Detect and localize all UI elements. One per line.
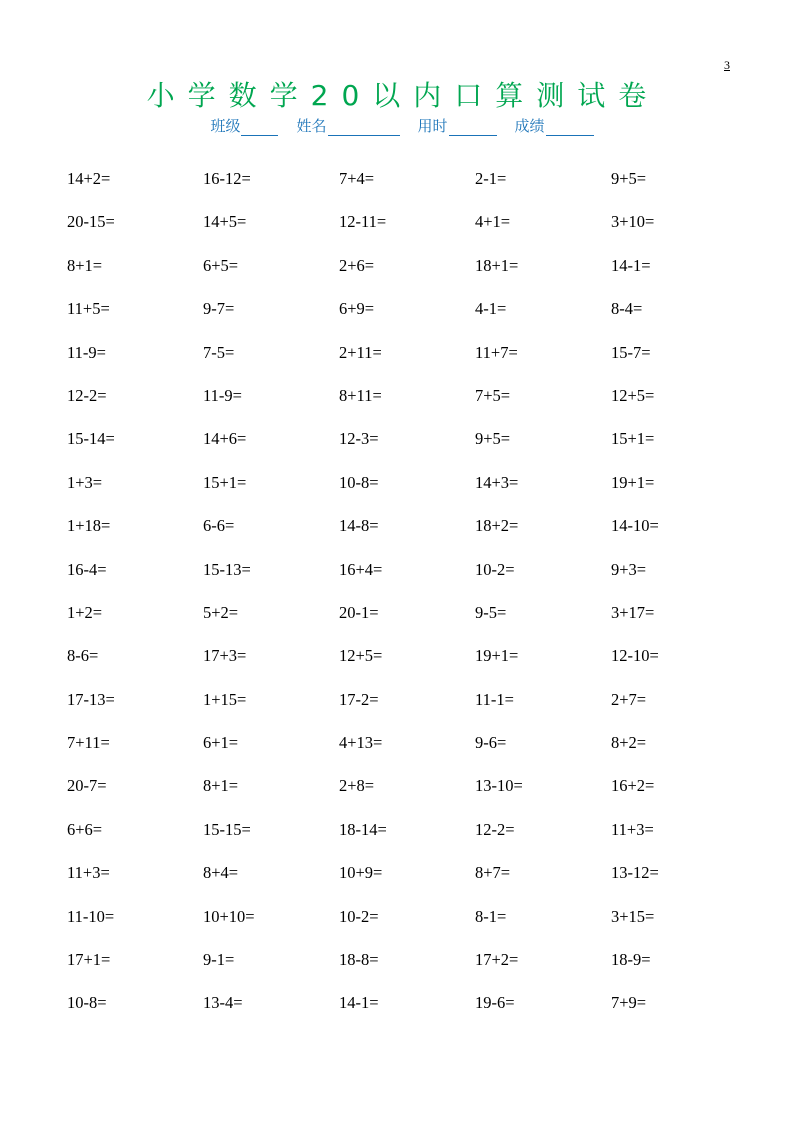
page-title: 小学数学20以内口算测试卷 xyxy=(146,79,660,112)
problem-item: 12-3= xyxy=(339,429,379,449)
problem-item: 19-6= xyxy=(475,993,515,1013)
problem-item: 7+5= xyxy=(475,385,511,405)
problem-item: 8-6= xyxy=(67,646,99,666)
problem-item: 14-1= xyxy=(611,255,651,275)
problem-item: 6-6= xyxy=(203,516,235,536)
problem-item: 14-8= xyxy=(339,516,379,536)
page-number: 3 xyxy=(724,58,730,72)
problem-row xyxy=(67,256,747,299)
problem-item: 14+6= xyxy=(203,429,247,449)
problem-item: 8+2= xyxy=(611,733,647,753)
problem-item: 2+7= xyxy=(611,689,647,709)
student-info-row xyxy=(0,116,800,136)
problem-item: 8-4= xyxy=(611,299,643,319)
problem-row xyxy=(67,212,747,255)
class-field[interactable] xyxy=(210,116,278,136)
problem-item: 17+1= xyxy=(67,950,111,970)
problem-item: 9-7= xyxy=(203,299,235,319)
problem-item: 18+1= xyxy=(475,255,519,275)
problem-row xyxy=(67,386,747,429)
problem-item: 11+3= xyxy=(67,863,110,883)
class-blank[interactable] xyxy=(241,119,278,136)
problem-item: 14+2= xyxy=(67,169,111,188)
problem-item: 10-2= xyxy=(475,559,515,579)
problem-row xyxy=(67,820,747,863)
problem-item: 17-13= xyxy=(67,689,115,709)
problem-item: 16-12= xyxy=(203,169,251,188)
problem-row xyxy=(67,299,747,342)
problem-item: 11-1= xyxy=(475,689,514,709)
problem-item: 19+1= xyxy=(475,646,519,666)
problem-row xyxy=(67,690,747,733)
problem-item: 11-10= xyxy=(67,906,115,926)
problem-item: 9+5= xyxy=(475,429,511,449)
problem-item: 20-7= xyxy=(67,776,107,796)
problem-item: 10-2= xyxy=(339,906,379,926)
problem-item: 6+6= xyxy=(67,819,103,839)
problem-item: 17+3= xyxy=(203,646,247,666)
problem-row xyxy=(67,603,747,646)
problem-item: 15-14= xyxy=(67,429,115,449)
problem-item: 17+2= xyxy=(475,950,519,970)
problem-item: 15+1= xyxy=(203,472,247,492)
problem-item: 8+7= xyxy=(475,863,511,883)
problem-item: 7-5= xyxy=(203,342,235,362)
problem-item: 8+4= xyxy=(203,863,239,883)
problem-item: 1+3= xyxy=(67,472,103,492)
problem-item: 14-10= xyxy=(611,516,659,536)
problem-item: 8+1= xyxy=(67,255,103,275)
problem-row xyxy=(67,516,747,559)
problem-item: 11+5= xyxy=(67,299,110,319)
score-blank[interactable] xyxy=(546,119,594,136)
problem-item: 10-8= xyxy=(339,472,379,492)
problem-row xyxy=(67,776,747,819)
problem-item: 6+1= xyxy=(203,733,239,753)
problem-row xyxy=(67,560,747,603)
problem-item: 10+10= xyxy=(203,906,255,926)
problem-grid xyxy=(67,169,747,1037)
problem-row xyxy=(67,863,747,906)
problem-row xyxy=(67,993,747,1036)
problem-item: 20-15= xyxy=(67,212,115,232)
problem-item: 12-11= xyxy=(339,212,387,232)
problem-item: 8-1= xyxy=(475,906,507,926)
problem-item: 4+1= xyxy=(475,212,511,232)
problem-item: 8+11= xyxy=(339,385,382,405)
problem-item: 12+5= xyxy=(339,646,383,666)
problem-item: 12+5= xyxy=(611,385,655,405)
problem-item: 16+4= xyxy=(339,559,383,579)
problem-row xyxy=(67,646,747,689)
problem-item: 11-9= xyxy=(67,342,106,362)
problem-item: 1+18= xyxy=(67,516,111,536)
problem-item: 1+2= xyxy=(67,602,103,622)
problem-item: 2+11= xyxy=(339,342,382,362)
problem-item: 17-2= xyxy=(339,689,379,709)
problem-item: 13-12= xyxy=(611,863,659,883)
problem-item: 20-1= xyxy=(339,602,379,622)
problem-item: 15+1= xyxy=(611,429,655,449)
class-label: 班级 xyxy=(210,117,241,135)
problem-item: 8+1= xyxy=(203,776,239,796)
problem-row xyxy=(67,950,747,993)
problem-item: 4+13= xyxy=(339,733,383,753)
problem-row xyxy=(67,473,747,516)
problem-item: 14+3= xyxy=(475,472,519,492)
problem-item: 16+2= xyxy=(611,776,655,796)
problem-item: 3+10= xyxy=(611,212,655,232)
problem-item: 11-9= xyxy=(203,385,242,405)
problem-item: 14-1= xyxy=(339,993,379,1013)
problem-item: 12-10= xyxy=(611,646,659,666)
problem-item: 1+15= xyxy=(203,689,247,709)
problem-item: 13-10= xyxy=(475,776,523,796)
problem-item: 7+9= xyxy=(611,993,647,1013)
problem-item: 15-7= xyxy=(611,342,651,362)
problem-item: 16-4= xyxy=(67,559,107,579)
problem-item: 9-1= xyxy=(203,950,235,970)
time-field[interactable] xyxy=(418,116,497,136)
name-blank[interactable] xyxy=(328,119,400,136)
problem-item: 4-1= xyxy=(475,299,507,319)
problem-row xyxy=(67,733,747,776)
problem-item: 10-8= xyxy=(67,993,107,1013)
problem-item: 7+11= xyxy=(67,733,110,753)
problem-item: 7+4= xyxy=(339,169,375,188)
problem-item: 12-2= xyxy=(475,819,515,839)
problem-item: 18-14= xyxy=(339,819,387,839)
time-blank[interactable] xyxy=(449,119,497,136)
problem-row xyxy=(67,907,747,950)
problem-item: 5+2= xyxy=(203,602,239,622)
problem-row xyxy=(67,429,747,472)
problem-item: 15-13= xyxy=(203,559,251,579)
time-label: 用时 xyxy=(417,117,448,135)
problem-item: 18-8= xyxy=(339,950,379,970)
problem-item: 19+1= xyxy=(611,472,655,492)
problem-item: 12-2= xyxy=(67,385,107,405)
problem-item: 3+15= xyxy=(611,906,655,926)
score-field[interactable] xyxy=(515,116,594,136)
problem-item: 6+9= xyxy=(339,299,375,319)
problem-item: 15-15= xyxy=(203,819,251,839)
problem-item: 13-4= xyxy=(203,993,243,1013)
problem-item: 3+17= xyxy=(611,602,655,622)
problem-row xyxy=(67,343,747,386)
problem-item: 11+3= xyxy=(611,819,654,839)
name-label: 姓名 xyxy=(296,117,327,135)
problem-item: 2+6= xyxy=(339,255,375,275)
problem-item: 9+3= xyxy=(611,559,647,579)
problem-item: 10+9= xyxy=(339,863,383,883)
problem-item: 2+8= xyxy=(339,776,375,796)
problem-item: 2-1= xyxy=(475,169,507,188)
problem-item: 11+7= xyxy=(475,342,518,362)
problem-item: 9-6= xyxy=(475,733,507,753)
problem-item: 18+2= xyxy=(475,516,519,536)
problem-item: 9-5= xyxy=(475,602,507,622)
score-label: 成绩 xyxy=(514,117,545,135)
problem-item: 18-9= xyxy=(611,950,651,970)
name-field[interactable] xyxy=(296,116,399,136)
problem-item: 6+5= xyxy=(203,255,239,275)
problem-row xyxy=(67,169,747,212)
problem-item: 9+5= xyxy=(611,169,647,188)
problem-item: 14+5= xyxy=(203,212,247,232)
